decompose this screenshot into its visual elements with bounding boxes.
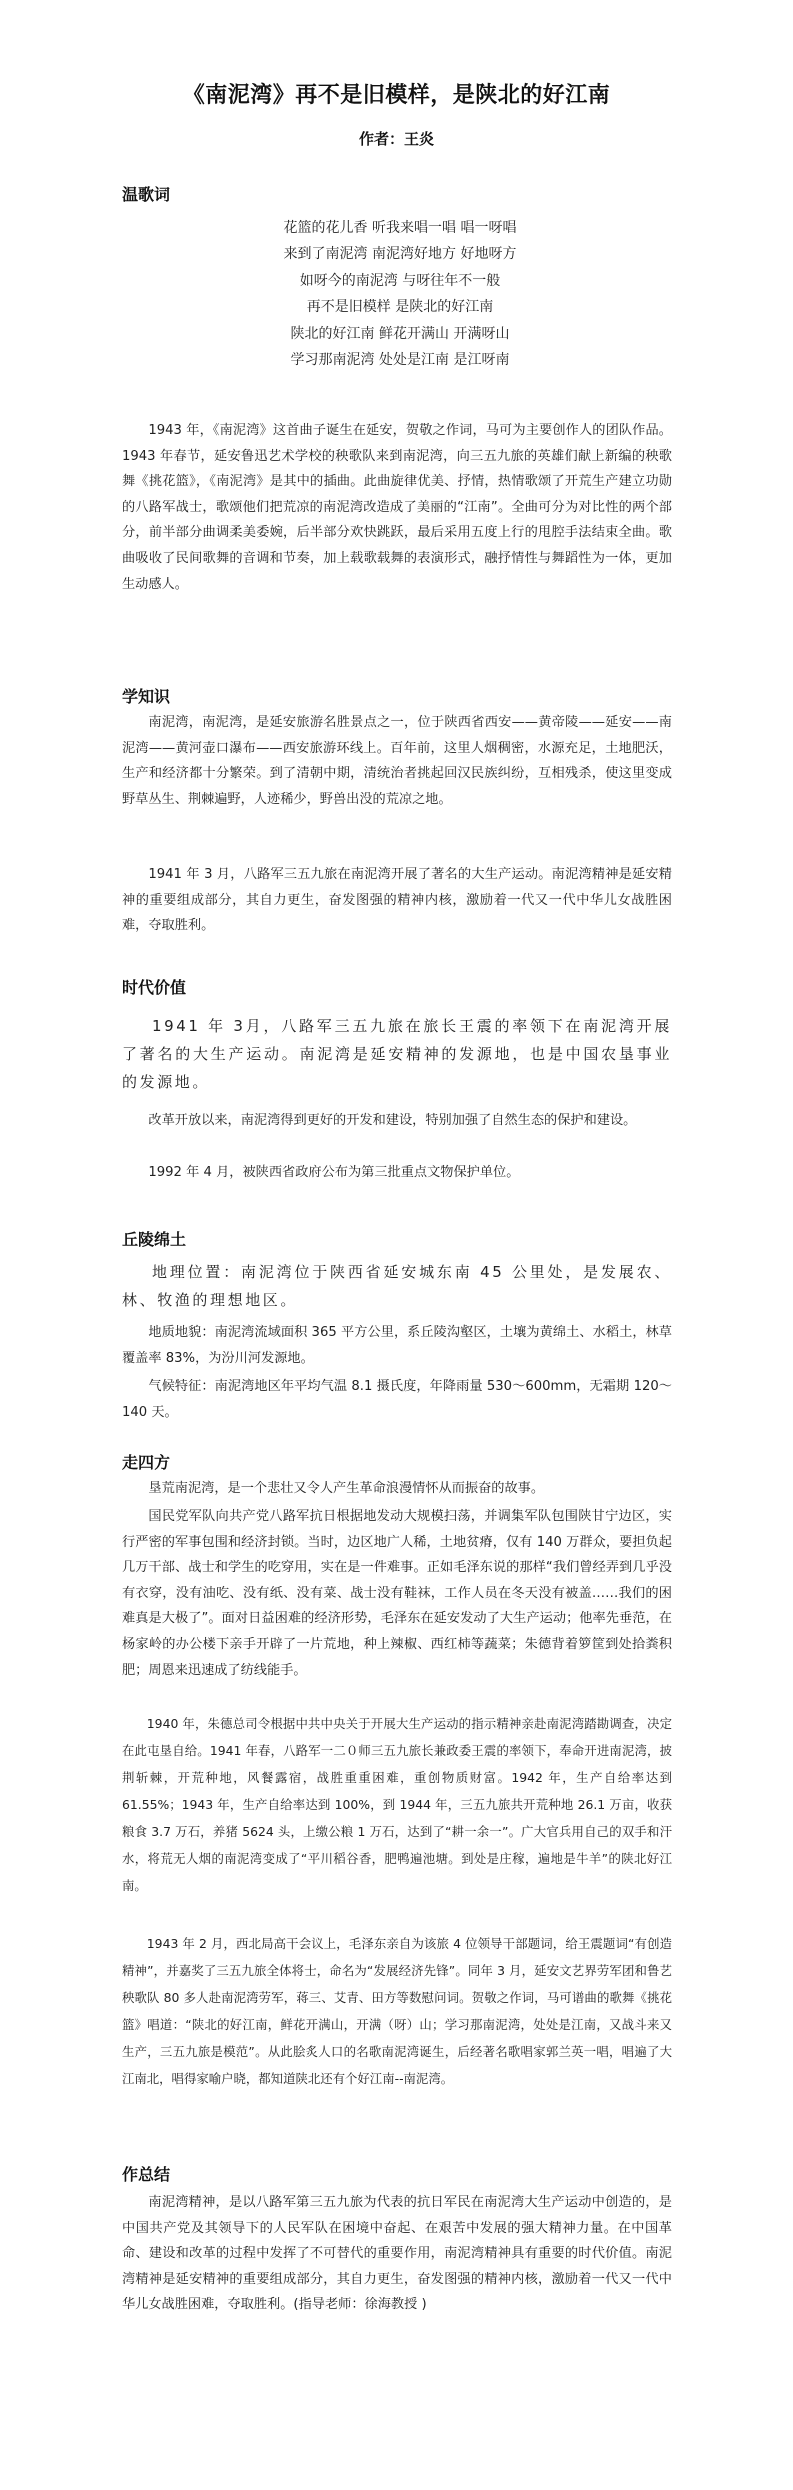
section-heading-summary: 作总结 [122,2165,171,2184]
section-heading-era-value: 时代价值 [122,978,187,997]
lyric-line: 再不是旧模样 是陕北的好江南 [306,299,494,316]
paragraph-era-value-2: 改革开放以来，南泥湾得到更好的开发和建设，特别加强了自然生态的保护和建设。 [148,1113,637,1128]
page-title: 《南泥湾》再不是旧模样，是陕北的好江南 [182,83,611,108]
paragraph-song-birth: 1943 年 2 月，西北局高干会议上，毛泽东亲自为该旅 4 位领导干部题词，给王震题词“有创造精神”，并嘉奖了三五九旅全体将士，命名为“发展经济先锋”。同年 3 月，延安文艺界劳军团和鲁艺秧歌队 80 多人赴南泥湾劳军，蒋三、艾青、田方等数慰问词。贺敬之作词，马可谱曲的歌舞《挑花篮》唱道：“陕北的好江南，鲜花开满山，开满（呀）山；学习那南泥湾，处处是江南，又战斗来又生产，三五九旅是模范”。从此脍炙人口的名歌南泥湾诞生，后经著名歌唱家郭兰英一唱，唱遍了大江南北，唱得家喻户晓，都知道陕北还有个好江南--南泥湾。 [122,1936,672,2086]
section-heading-knowledge: 学知识 [122,687,171,706]
lyric-line: 陕北的好江南 鲜花开满山 开满呀山 [290,325,510,342]
paragraph-production-movement: 1941 年 3 月，八路军三五九旅在南泥湾开展了著名的大生产运动。南泥湾精神是延安精神的重要组成部分，其自力更生，奋发图强的精神内核，激励着一代又一代中华儿女战胜困难，夺取胜利。 [122,867,672,934]
lyric-line: 学习那南泥湾 处处是江南 是江呀南 [290,352,510,369]
paragraph-era-value-3: 1992 年 4 月，被陕西省政府公布为第三批重点文物保护单位。 [148,1165,520,1180]
paragraph-nanniwan-intro: 南泥湾，南泥湾，是延安旅游名胜景点之一，位于陕西省西安——黄帝陵——延安——南泥湾——黄河壶口瀑布——西安旅游环线上。百年前，这里人烟稠密，水源充足，土地肥沃，生产和经济都十分繁荣。到了清朝中期，清统治者挑起回汉民族纠纷，互相残杀，使这里变成野草丛生、荆棘遍野，人迹稀少，野兽出没的荒凉之地。 [122,715,672,807]
section-heading-hills: 丘陵绵土 [122,1230,187,1249]
paragraph-era-value-1: 1941 年 3月，八路军三五九旅在旅长王震的率领下在南泥湾开展了著名的大生产运动。南泥湾是延安精神的发源地，也是中国农垦事业的发源地。 [122,1017,672,1091]
lyrics-block [200,215,600,373]
lyric-line: 来到了南泥湾 南泥湾好地方 好地呀方 [283,246,517,263]
paragraph-blockade: 国民党军队向共产党八路军抗日根据地发动大规模扫荡，并调集军队包围陕甘宁边区，实行严密的军事包围和经济封锁。当时，边区地广人稀，土地贫瘠，仅有 140 万群众，要担负起几万干部、战士和学生的吃穿用，实在是一件难事。正如毛泽东说的那样“我们曾经弄到几乎没有衣穿，没有油吃、没有纸、没有菜、战士没有鞋袜，工作人员在冬天没有被盖……我们的困难真是大极了”。面对日益困难的经济形势，毛泽东在延安发动了大生产运动；他率先垂范，在杨家岭的办公楼下亲手开辟了一片荒地，种上辣椒、西红柿等蔬菜；朱德背着箩筐到处拾粪积肥；周恩来迅速成了纺线能手。 [122,1509,672,1678]
section-heading-travel: 走四方 [122,1453,171,1472]
lyric-line: 如呀今的南泥湾 与呀往年不一般 [299,272,501,289]
lyric-line: 花篮的花儿香 听我来唱一唱 唱一呀唱 [283,220,517,236]
author-line: 作者：王炎 [358,130,434,148]
paragraph-geology: 地质地貌：南泥湾流域面积 365 平方公里，系丘陵沟壑区，土壤为黄绵土、水稻土，林草覆盖率 83%，为汾川河发源地。 [122,1325,672,1366]
paragraph-location: 地理位置：南泥湾位于陕西省延安城东南 45 公里处，是发展农、林、牧渔的理想地区。 [122,1263,672,1309]
paragraph-song-intro: 1943 年，《南泥湾》这首曲子诞生在延安，贺敬之作词，马可为主要创作人的团队作品。1943 年春节，延安鲁迅艺术学校的秧歌队来到南泥湾，向三五九旅的英雄们献上新编的秧歌舞《挑花篮》，《南泥湾》是其中的插曲。此曲旋律优美、抒情，热情歌颂了开荒生产建立功勋的八路军战士，歌颂他们把荒凉的南泥湾改造成了美丽的“江南”。全曲可分为对比性的两个部分，前半部分曲调柔美委婉，后半部分欢快跳跃，最后采用五度上行的甩腔手法结束全曲。歌曲吸收了民间歌舞的音调和节奏，加上载歌载舞的表演形式，融抒情性与舞蹈性为一体，更加生动感人。 [122,423,672,592]
paragraph-settlement: 1940 年，朱德总司令根据中共中央关于开展大生产运动的指示精神亲赴南泥湾踏勘调查，决定在此屯垦自给。1941 年春，八路军一二０师三五九旅长兼政委王震的率领下，奉命开进南泥湾，披荆斩棘，开荒种地，风餐露宿，战胜重重困难，重创物质财富。1942 年，生产自给率达到 61.55%；1943 年，生产自给率达到 100%，到 1944 年，三五九旅共开荒种地 26.1 万亩，收获粮食 3.7 万石，养猪 5624 头，上缴公粮 1 万石，达到了“耕一余一”。广大官兵用自己的双手和汗水，将荒无人烟的南泥湾变成了“平川稻谷香，肥鸭遍池塘。到处是庄稼，遍地是牛羊”的陕北好江南。 [122,1716,672,1893]
paragraph-story-intro: 垦荒南泥湾，是一个悲壮又令人产生革命浪漫情怀从而振奋的故事。 [148,1481,545,1496]
section-heading-lyrics: 温歌词 [122,185,171,204]
paragraph-summary: 南泥湾精神，是以八路军第三五九旅为代表的抗日军民在南泥湾大生产运动中创造的，是中国共产党及其领导下的人民军队在困境中奋起、在艰苦中发展的强大精神力量。在中国革命、建设和改革的过程中发挥了不可替代的重要作用，南泥湾精神具有重要的时代价值。南泥湾精神是延安精神的重要组成部分，其自力更生，奋发图强的精神内核，激励着一代又一代中华儿女战胜困难，夺取胜利。(指导老师：徐海教授 ) [122,2195,672,2313]
paragraph-climate: 气候特征：南泥湾地区年平均气温 8.1 摄氏度，年降雨量 530～600mm，无霜期 120～140 天。 [122,1379,672,1420]
